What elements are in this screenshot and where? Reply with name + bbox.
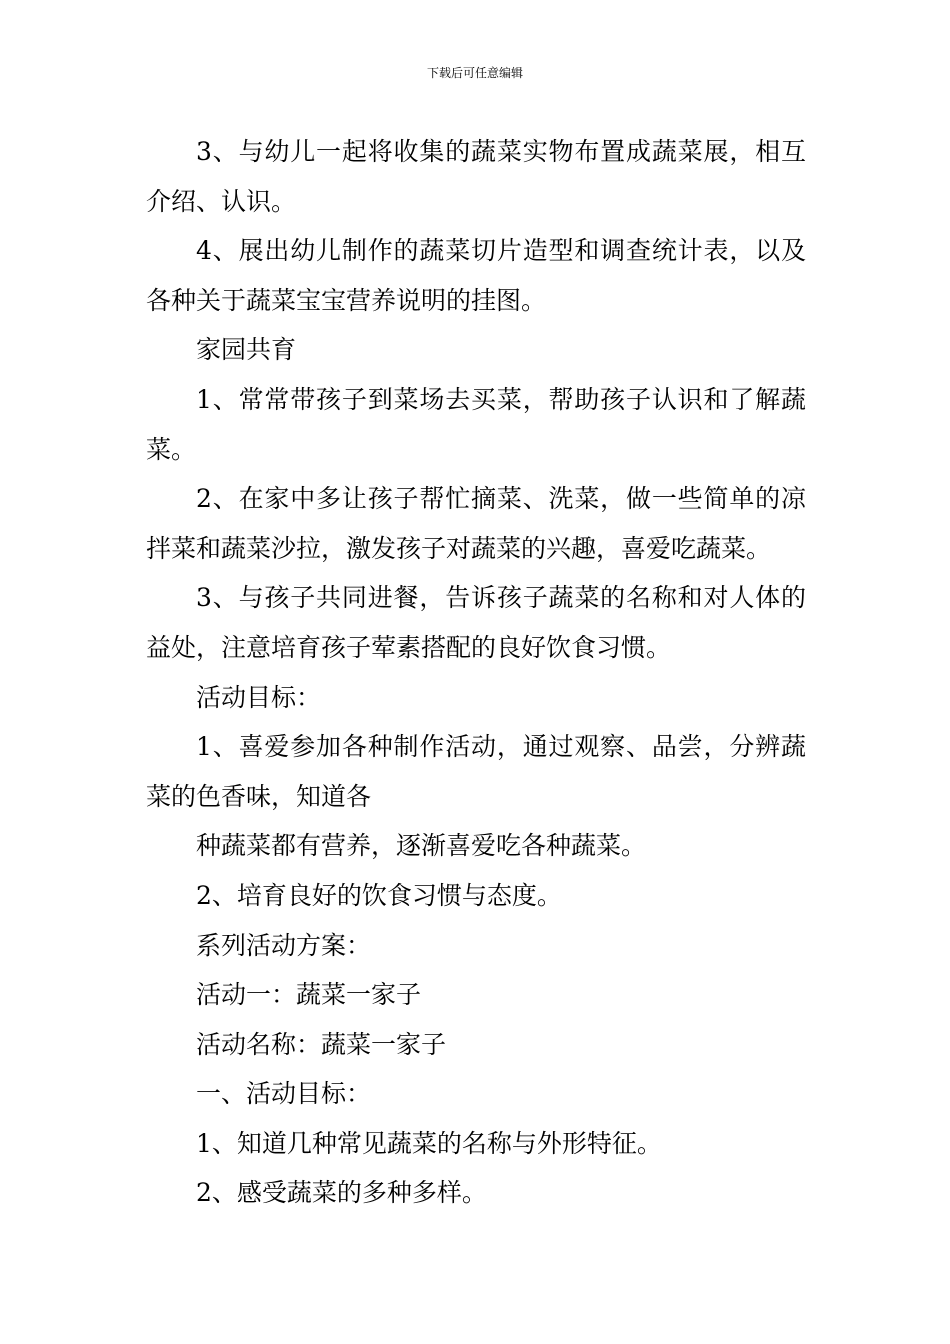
document-body <box>146 127 806 1218</box>
paragraph: 活动一：蔬菜一家子 <box>196 980 422 1010</box>
paragraph: 1、知道几种常见蔬菜的名称与外形特征。 <box>196 1128 662 1158</box>
section-heading: 一、活动目标： <box>196 1079 372 1109</box>
page-header: 下载后可任意编辑 <box>426 66 523 80</box>
paragraph: 活动名称：蔬菜一家子 <box>196 1029 447 1059</box>
paragraph: 4、展出幼儿制作的蔬菜切片造型和调查统计表，以及各种关于蔬菜宝宝营养说明的挂图。 <box>146 236 806 315</box>
paragraph: 2、培育良好的饮食习惯与态度。 <box>196 880 562 910</box>
section-heading: 活动目标： <box>196 682 322 712</box>
paragraph: 1、常常带孩子到菜场去买菜，帮助孩子认识和了解蔬菜。 <box>146 384 806 464</box>
paragraph: 3、与孩子共同进餐，告诉孩子蔬菜的名称和对人体的益处，注意培育孩子荤素搭配的良好饮食习惯。 <box>146 583 806 662</box>
paragraph: 1、喜爱参加各种制作活动，通过观察、品尝，分辨蔬菜的色香味，知道各 <box>146 732 806 811</box>
paragraph: 种蔬菜都有营养，逐渐喜爱吃各种蔬菜。 <box>196 831 647 861</box>
paragraph: 2、感受蔬菜的多种多样。 <box>196 1178 487 1208</box>
paragraph: 3、与幼儿一起将收集的蔬菜实物布置成蔬菜展，相互介绍、认识。 <box>146 137 806 216</box>
section-heading: 系列活动方案： <box>196 930 372 960</box>
section-heading: 家园共育 <box>196 335 297 365</box>
paragraph: 2、在家中多让孩子帮忙摘菜、洗菜，做一些简单的凉拌菜和蔬菜沙拉，激发孩子对蔬菜的兴趣，喜爱吃蔬菜。 <box>146 484 806 563</box>
